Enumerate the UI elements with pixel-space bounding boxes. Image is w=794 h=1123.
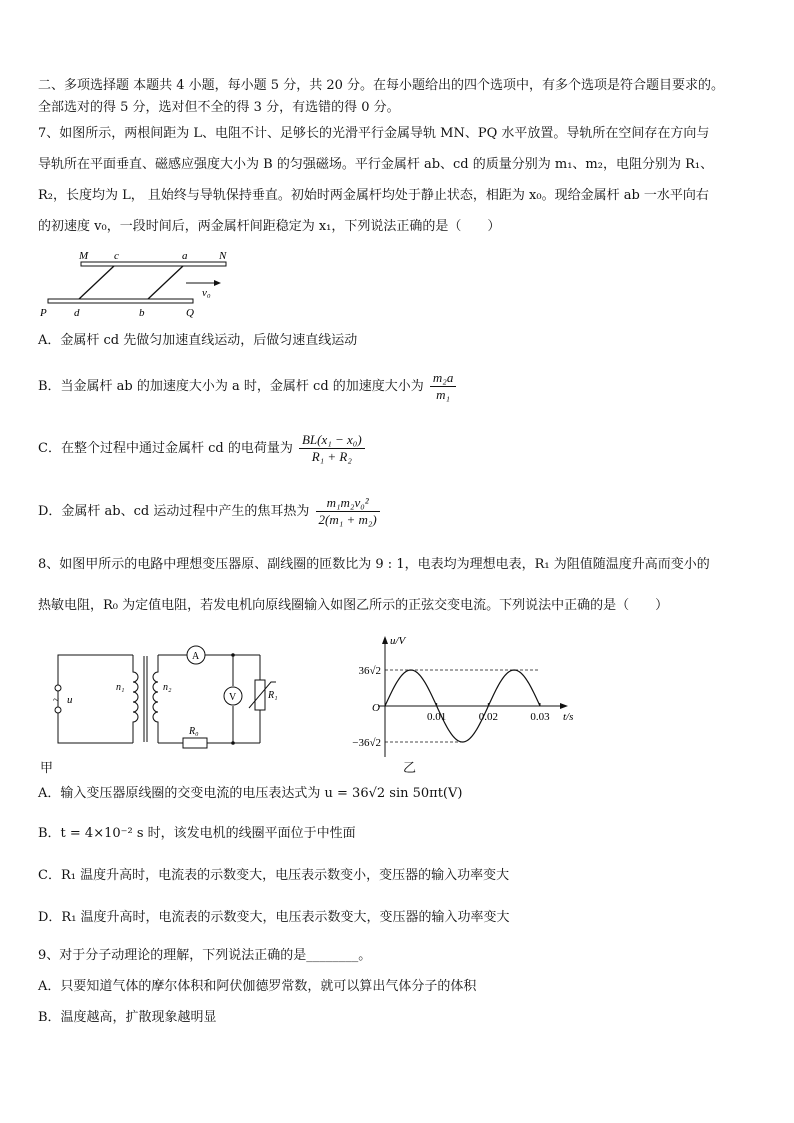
q7-option-c-numerator: BL(x₁ − x₀) <box>299 432 365 449</box>
ammeter-symbol: A <box>192 651 200 662</box>
y-tick-label: 36√2 <box>358 665 381 677</box>
q7-stem-line2: 导轨所在平面垂直、磁感应强度大小为 B 的匀强磁场。平行金属杆 ab、cd 的质量分别为 m₁、m₂，电阻分别为 R₁、 <box>38 157 714 172</box>
label-P: P <box>40 307 47 319</box>
q9-stem: 9、对于分子动理论的理解，下列说法正确的是________。 <box>38 948 372 963</box>
section-instructions-line2: 全部选对的得 5 分，选对但不全的得 3 分，有选错的得 0 分。 <box>38 100 400 115</box>
q8-stem-line2: 热敏电阻，R₀ 为定值电阻，若发电机向原线圈输入如图乙所示的正弦交变电流。下列说法中正确的是（ ） <box>38 598 669 613</box>
q7-option-b-numerator: m₂a <box>430 370 456 387</box>
q7-option-d-numerator: m₁m₂v₀² <box>316 495 380 512</box>
q7-rail-figure <box>36 246 236 321</box>
q7-option-c-fraction <box>299 432 365 465</box>
label-R0: R₀ <box>189 726 199 737</box>
figure-caption-yi: 乙 <box>403 761 417 776</box>
label-c: c <box>114 250 119 262</box>
q8-stem-line1: 8、如图甲所示的电路中理想变压器原、副线圈的匝数比为 9 : 1，电表均为理想电表，R₁ 为阻值随温度升高而变小的 <box>38 557 710 572</box>
q7-option-b <box>38 370 458 403</box>
section-instructions-line1: 二、多项选择题 本题共 4 小题，每小题 5 分，共 20 分。在每小题给出的四个选项中，有多个选项是符合题目要求的。 <box>38 78 725 93</box>
q7-option-d-fraction <box>316 495 380 528</box>
label-b: b <box>139 307 145 319</box>
q7-option-d-denominator: 2(m₁ + m₂) <box>318 512 377 527</box>
q7-option-b-denominator: m₁ <box>436 387 451 402</box>
x-tick-label: 0.01 <box>427 711 447 723</box>
q7-stem-line4: 的初速度 v₀，一段时间后，两金属杆间距稳定为 x₁，下列说法正确的是（ ） <box>38 219 501 234</box>
label-v0: v₀ <box>202 287 211 299</box>
label-n1: n₁ <box>116 682 125 693</box>
label-Q: Q <box>186 307 194 319</box>
q9-option-a: A．只要知道气体的摩尔体积和阿伏伽德罗常数，就可以算出气体分子的体积 <box>38 979 477 994</box>
figure-caption-jia: 甲 <box>40 761 54 776</box>
q7-option-c <box>38 432 367 465</box>
x-tick-label: 0.02 <box>478 711 498 723</box>
q8-circuit-diagram <box>38 640 278 750</box>
q7-option-c-denominator: R₁ + R₂ <box>311 449 352 464</box>
q8-option-b: B．t = 4×10⁻² s 时，该发电机的线圈平面位于中性面 <box>38 826 356 841</box>
q7-option-d-text: D．金属杆 ab、cd 运动过程中产生的焦耳热为 <box>38 504 310 519</box>
label-d: d <box>74 307 80 319</box>
q7-option-d <box>38 495 382 528</box>
label-M: M <box>79 250 89 262</box>
q7-stem-line1: 7、如图所示，两根间距为 L、电阻不计、足够长的光滑平行金属导轨 MN、PQ 水平放置。导轨所在空间存在方向与 <box>38 126 710 141</box>
q8-voltage-waveform-chart <box>340 632 590 762</box>
origin-label: O <box>372 702 380 714</box>
y-tick-label: −36√2 <box>352 737 381 749</box>
label-n2: n₂ <box>163 682 172 693</box>
label-R1: R₁ <box>268 690 278 701</box>
q7-option-b-text: B．当金属杆 ab 的加速度大小为 a 时，金属杆 cd 的加速度大小为 <box>38 379 424 394</box>
label-N: N <box>219 250 227 262</box>
label-a: a <box>182 250 188 262</box>
q9-option-b: B．温度越高，扩散现象越明显 <box>38 1010 217 1025</box>
q8-option-d: D．R₁ 温度升高时，电流表的示数变大，电压表示数变大，变压器的输入功率变大 <box>38 910 510 925</box>
q7-option-b-fraction <box>430 370 456 403</box>
q7-option-a: A．金属杆 cd 先做匀加速直线运动，后做匀速直线运动 <box>38 333 358 348</box>
label-u: u <box>67 694 73 706</box>
q8-option-a: A．输入变压器原线圈的交变电流的电压表达式为 u = 36√2 sin 50πt(V) <box>38 786 463 801</box>
q8-option-c: C．R₁ 温度升高时，电流表的示数变大，电压表示数变小，变压器的输入功率变大 <box>38 868 510 883</box>
x-axis-label: t/s <box>563 711 574 723</box>
q7-stem-line3: R₂，长度均为 L， 且始终与导轨保持垂直。初始时两金属杆均处于静止状态，相距为 x₀。现给金属杆 ab 一水平向右 <box>38 188 709 203</box>
ac-source-symbol: ~ <box>53 694 59 706</box>
q7-option-c-text: C．在整个过程中通过金属杆 cd 的电荷量为 <box>38 441 293 456</box>
y-axis-label: u/V <box>390 635 406 647</box>
x-tick-label: 0.03 <box>530 711 550 723</box>
voltmeter-symbol: V <box>229 692 237 703</box>
